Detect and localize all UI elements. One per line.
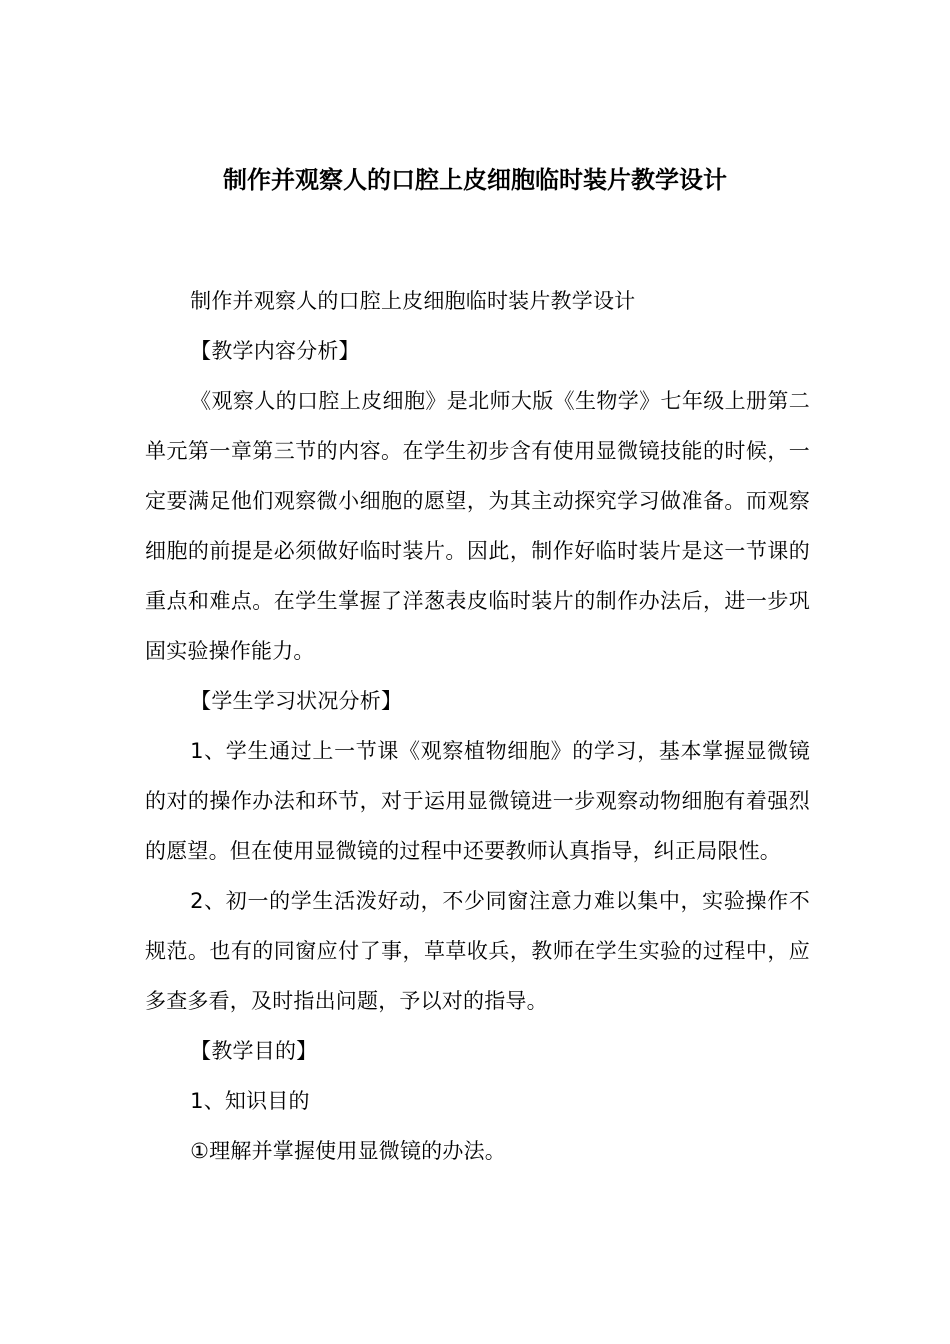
document-body	[145, 276, 810, 1176]
goal-subheading-knowledge: 1、知识目的	[190, 1089, 310, 1113]
goal-item-1: ①理解并掌握使用显微镜的办法。	[190, 1139, 506, 1163]
section-heading-content-analysis: 【教学内容分析】	[190, 339, 360, 363]
student-analysis-item-1: 1、学生通过上一节课《观察植物细胞》的学习，基本掌握显微镜的对的操作办法和环节，对于运用显微镜进一步观察动物细胞有着强烈的愿望。但在使用显微镜的过程中还要教师认真指导，纠正局限性。	[145, 739, 810, 863]
subtitle-paragraph: 制作并观察人的口腔上皮细胞临时装片教学设计	[190, 289, 636, 313]
document-title: 制作并观察人的口腔上皮细胞临时装片教学设计	[223, 166, 727, 194]
content-analysis-paragraph: 《观察人的口腔上皮细胞》是北师大版《生物学》七年级上册第二单元第一章第三节的内容。在学生初步含有使用显微镜技能的时候，一定要满足他们观察微小细胞的愿望，为其主动探究学习做准备。而观察细胞的前提是必须做好临时装片。因此，制作好临时装片是这一节课的重点和难点。在学生掌握了洋葱表皮临时装片的制作办法后，进一步巩固实验操作能力。	[145, 389, 810, 663]
section-heading-student-analysis: 【学生学习状况分析】	[190, 689, 403, 713]
student-analysis-item-2: 2、初一的学生活泼好动，不少同窗注意力难以集中，实验操作不规范。也有的同窗应付了事，草草收兵，教师在学生实验的过程中，应多查多看，及时指出问题，予以对的指导。	[145, 889, 810, 1013]
section-heading-teaching-goals: 【教学目的】	[190, 1039, 318, 1063]
